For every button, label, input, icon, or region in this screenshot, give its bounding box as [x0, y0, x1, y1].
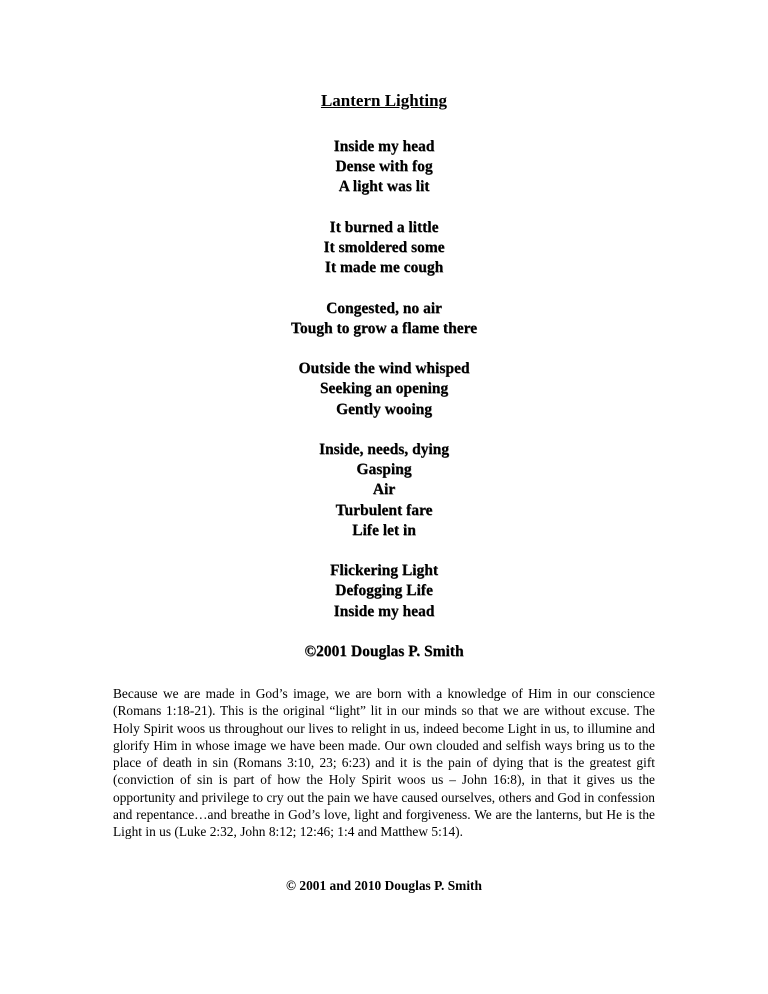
poem-line: Defogging Life [335, 582, 433, 600]
commentary-paragraph: Because we are made in God’s image, we are born with a knowledge of Him in our conscience (Romans 1:18-21). This is the original “light” lit in our minds so that we are without excuse. The Holy Spirit woos us throughout our lives to relight in us, indeed become Light in us, to illumine and glorify Him in whose image we have been made. Our own clouded and selfish ways bring us to the place of death in sin (Romans 3:10, 23; 6:23) and it is the pain of dying that is the greatest gift (conviction of sin is part of how the Holy Spirit woos us – John 16:8), in that it gives us the opportunity and privilege to cry out the pain we have caused ourselves, others and God in confession and repentance…and breathe in God’s love, light and forgiveness. We are the lanterns, but He is the Light in us (Luke 2:32, John 8:12; 12:46; 1:4 and Matthew 5:14). [113, 686, 655, 840]
poem-line: Turbulent fare [335, 501, 433, 519]
stanza-4 [0, 359, 768, 420]
poem-line: Gently wooing [335, 400, 433, 418]
stanza-6 [0, 561, 768, 622]
poem-line: Inside my head [333, 138, 435, 155]
poem-line: It burned a little [329, 218, 439, 236]
stanza-5 [0, 440, 768, 541]
poem-copyright: ©2001 Douglas P. Smith [304, 643, 464, 660]
poem [0, 137, 768, 642]
poem-line: It made me cough [324, 259, 444, 277]
stanza-3 [0, 299, 768, 339]
poem-line: A light was lit [338, 178, 430, 196]
final-copyright: © 2001 and 2010 Douglas P. Smith [286, 878, 482, 893]
poem-line: Air [372, 481, 396, 499]
poem-line: Life let in [352, 521, 416, 539]
poem-line: Tough to grow a flame there [290, 319, 478, 337]
poem-line: Inside my head [333, 602, 435, 620]
poem-line: Inside, needs, dying [318, 440, 450, 458]
poem-line: Gasping [356, 461, 412, 479]
poem-line: Seeking an opening [319, 380, 449, 398]
poem-line: It smoldered some [323, 239, 445, 256]
stanza-2 [0, 218, 768, 279]
stanza-1 [0, 137, 768, 198]
poem-line: Congested, no air [326, 299, 442, 317]
poem-line: Outside the wind whisped [298, 360, 470, 378]
poem-line: Dense with fog [335, 158, 433, 176]
poem-line: Flickering Light [329, 562, 439, 580]
page-title: Lantern Lighting [320, 91, 448, 110]
